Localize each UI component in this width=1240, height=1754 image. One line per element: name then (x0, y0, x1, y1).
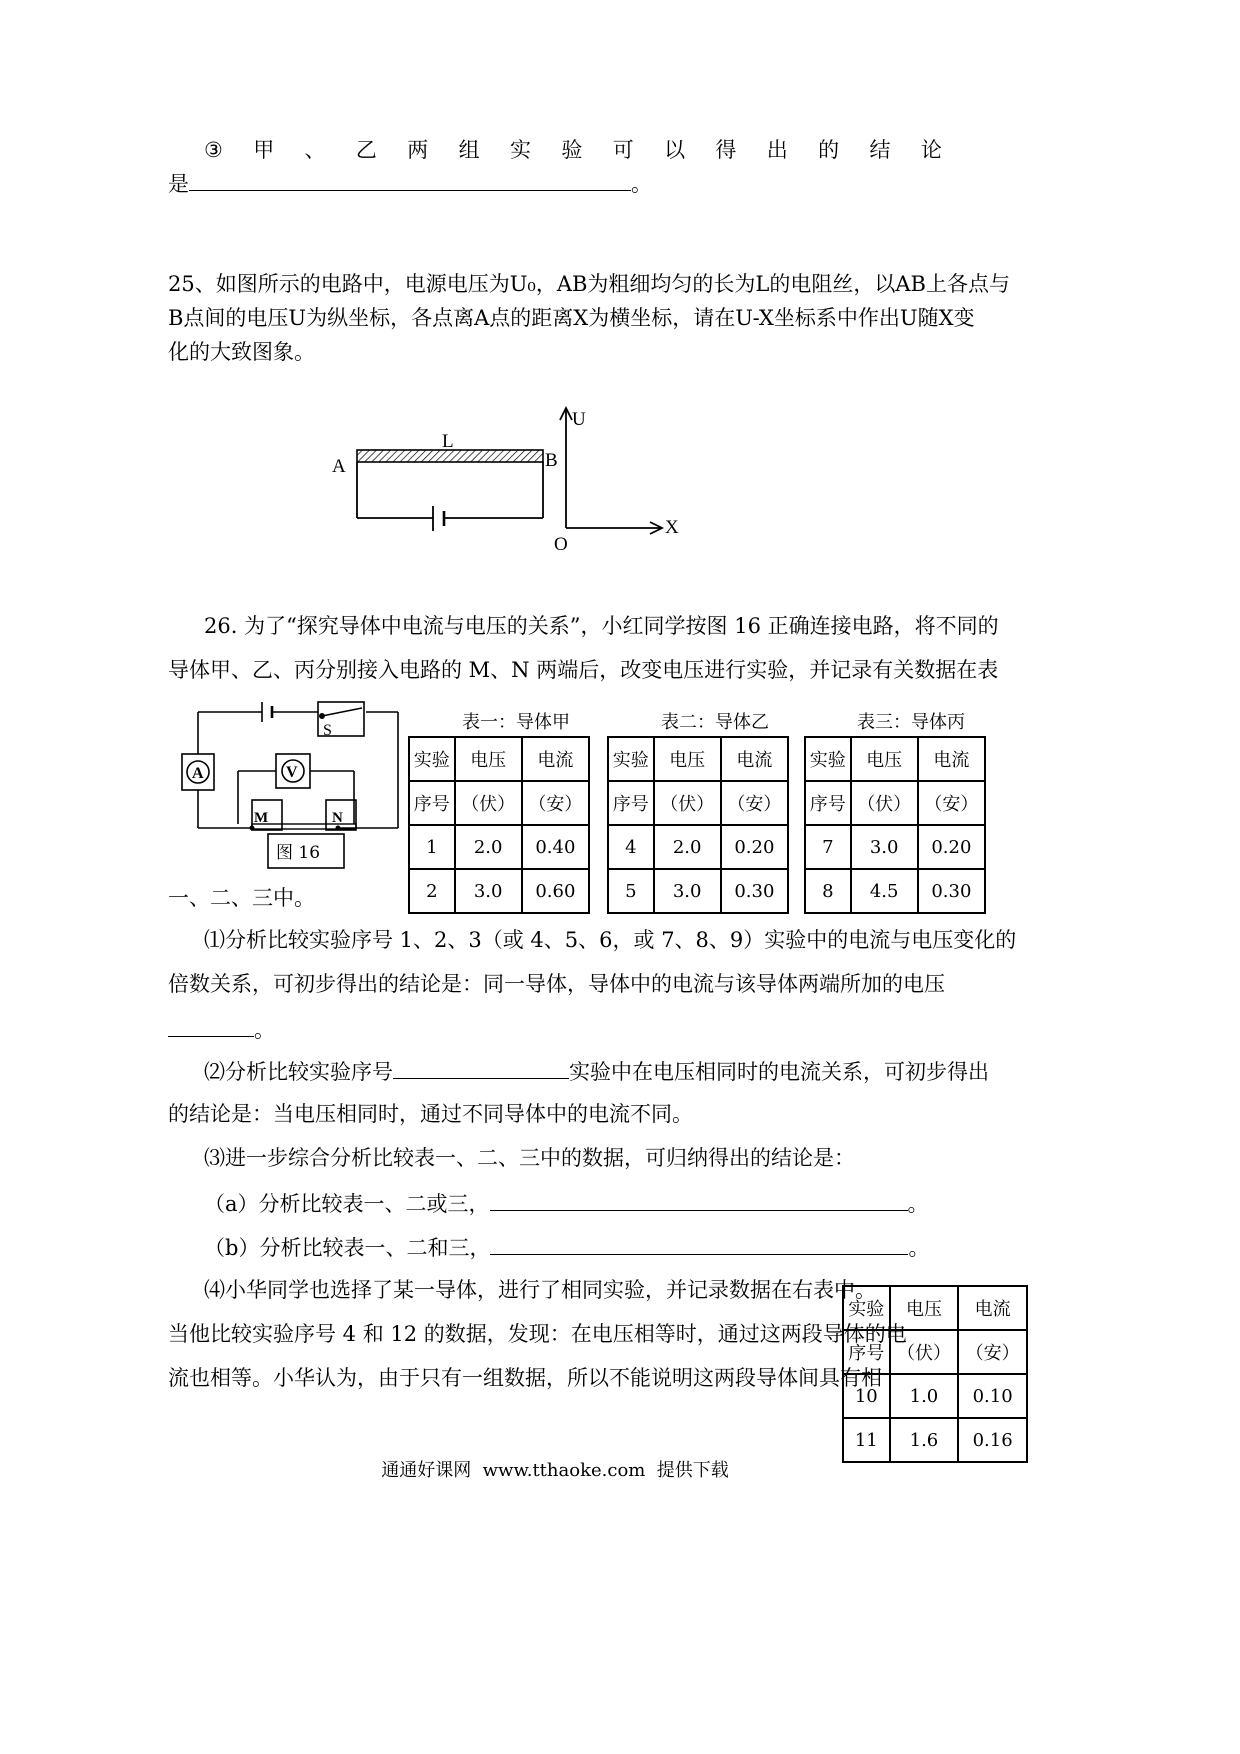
q26-p4-line1: ⑷小华同学也选择了某一导体，进行了相同实验，并记录数据在右表中。 (204, 1278, 876, 1302)
header-cell: 序号 (843, 1330, 890, 1374)
q24-char: 乙 (355, 138, 377, 162)
q25-line2: B点间的电压U为纵坐标，各点离A点的距离X为横坐标，请在U-X坐标系中作出U随X变 (168, 306, 975, 330)
label-b: B (545, 450, 558, 471)
q24-char: 论 (920, 138, 942, 162)
header-cell: 序号 (608, 781, 654, 825)
header-cell: （伏） (455, 781, 522, 825)
header-cell: 实验 (843, 1286, 890, 1330)
table-row: 7 3.0 0.20 (805, 825, 985, 869)
header-cell: （伏） (654, 781, 721, 825)
figure-caption: 图 16 (276, 843, 321, 863)
table-row: 1 2.0 0.40 (409, 825, 589, 869)
q24-char: ③ (204, 138, 223, 162)
label-l: L (442, 431, 454, 452)
q24-char: 出 (766, 138, 788, 162)
q25-line1: 25、如图所示的电路中，电源电压为U₀，AB为粗细均匀的长为L的电阻丝，以AB上各点与 (168, 272, 1010, 296)
terminal-m: M (254, 810, 269, 826)
header-cell: 电压 (654, 737, 721, 781)
header-cell: 序号 (805, 781, 851, 825)
after-tables: 一、二、三中。 (168, 886, 315, 910)
table1-caption: 表一：导体甲 (462, 712, 570, 733)
table1 (408, 736, 590, 914)
q26-line2: 导体甲、乙、丙分别接入电路的 M、N 两端后，改变电压进行实验，并记录有关数据在表 (168, 658, 999, 682)
q26-p2-line2: 的结论是：当电压相同时，通过不同导体中的电流不同。 (168, 1102, 693, 1126)
header-cell: （伏） (890, 1330, 959, 1374)
q26-p3b: （b）分析比较表一、二和三， 。 (204, 1236, 930, 1260)
header-cell: 电压 (890, 1286, 959, 1330)
q24-char: 得 (715, 138, 737, 162)
table2-clip (607, 736, 791, 902)
label-a: A (332, 456, 346, 477)
table-row: 2 3.0 0.60 (409, 869, 589, 913)
label-o: O (554, 534, 568, 555)
q26-p1-line3: 。 (168, 1016, 275, 1042)
q24-char: 两 (407, 138, 429, 162)
q26-p3a: （a）分析比较表一、二或三， 。 (204, 1192, 929, 1216)
q24-line2: 是 。 (168, 172, 652, 196)
q26-p1-line2: 倍数关系，可初步得出的结论是：同一导体，导体中的电流与该导体两端所加的电压 (168, 972, 945, 996)
answer-blank[interactable] (490, 1234, 908, 1255)
answer-blank[interactable] (490, 1190, 908, 1211)
q26-p1-line1: ⑴分析比较实验序号 1、2、3（或 4、5、6，或 7、8、9）实验中的电流与电压变化的 (204, 928, 1017, 952)
switch-label: S (323, 722, 332, 739)
circuit-figure-16 (180, 694, 410, 876)
q24-char: 实 (509, 138, 531, 162)
header-cell: 实验 (608, 737, 654, 781)
table-row: 11 1.6 0.16 (843, 1418, 1027, 1462)
header-cell: 电压 (455, 737, 522, 781)
small-table (842, 1285, 1028, 1463)
page-footer: 通通好课网 www.tthaoke.com 提供下载 (381, 1460, 729, 1481)
q24-char: 验 (561, 138, 583, 162)
table-row: 8 4.5 0.30 (805, 869, 985, 913)
q24-char: 结 (869, 138, 891, 162)
label-x: X (665, 517, 679, 538)
q24-char: 可 (612, 138, 634, 162)
table3-clip (804, 736, 988, 902)
terminal-n: N (332, 810, 343, 826)
voltmeter-icon: V (286, 764, 298, 781)
answer-blank[interactable] (168, 1016, 254, 1037)
q24-char: 、 (304, 138, 326, 162)
header-cell: 电流 (522, 737, 589, 781)
q24-char: 以 (664, 138, 686, 162)
table-row: 4 2.0 0.20 (608, 825, 788, 869)
header-cell: （安） (958, 1330, 1027, 1374)
q24-char: 组 (458, 138, 480, 162)
q25-line3: 化的大致图象。 (168, 340, 315, 364)
header-cell: 序号 (409, 781, 455, 825)
header-cell: （安） (522, 781, 589, 825)
table2-caption: 表二：导体乙 (661, 712, 769, 733)
header-cell: （伏） (851, 781, 918, 825)
header-cell: 电压 (851, 737, 918, 781)
header-cell: （安） (918, 781, 985, 825)
q26-p2-line1: ⑵分析比较实验序号 实验中在电压相同时的电流关系，可初步得出 (204, 1060, 989, 1084)
header-cell: （安） (721, 781, 788, 825)
table3-caption: 表三：导体丙 (857, 712, 965, 733)
answer-blank[interactable] (189, 170, 631, 191)
table-row: 5 3.0 0.30 (608, 869, 788, 913)
header-cell: 实验 (805, 737, 851, 781)
q24-char: 甲 (253, 138, 275, 162)
q26-p4-line2: 当他比较实验序号 4 和 12 的数据，发现：在电压相等时，通过这两段导体的电 (168, 1322, 907, 1346)
table1-clip (408, 736, 592, 902)
q25-figure (320, 400, 700, 560)
header-cell: 电流 (721, 737, 788, 781)
table3 (804, 736, 986, 914)
table2 (607, 736, 789, 914)
q24-line1 (204, 138, 942, 162)
q24-char: 的 (818, 138, 840, 162)
table-row: 10 1.0 0.10 (843, 1374, 1027, 1418)
header-cell: 电流 (918, 737, 985, 781)
header-cell: 电流 (958, 1286, 1027, 1330)
answer-blank[interactable] (393, 1058, 569, 1079)
small-table-clip (842, 1285, 1032, 1451)
header-cell: 实验 (409, 737, 455, 781)
label-u: U (572, 409, 586, 430)
ammeter-icon: A (192, 765, 204, 782)
q26-p4-line3: 流也相等。小华认为，由于只有一组数据，所以不能说明这两段导体间具有相 (168, 1366, 882, 1390)
q26-p3: ⑶进一步综合分析比较表一、二、三中的数据，可归纳得出的结论是： (204, 1146, 855, 1170)
q26-line1: 26. 为了“探究导体中电流与电压的关系”，小红同学按图 16 正确连接电路，将不同的 (204, 614, 999, 638)
